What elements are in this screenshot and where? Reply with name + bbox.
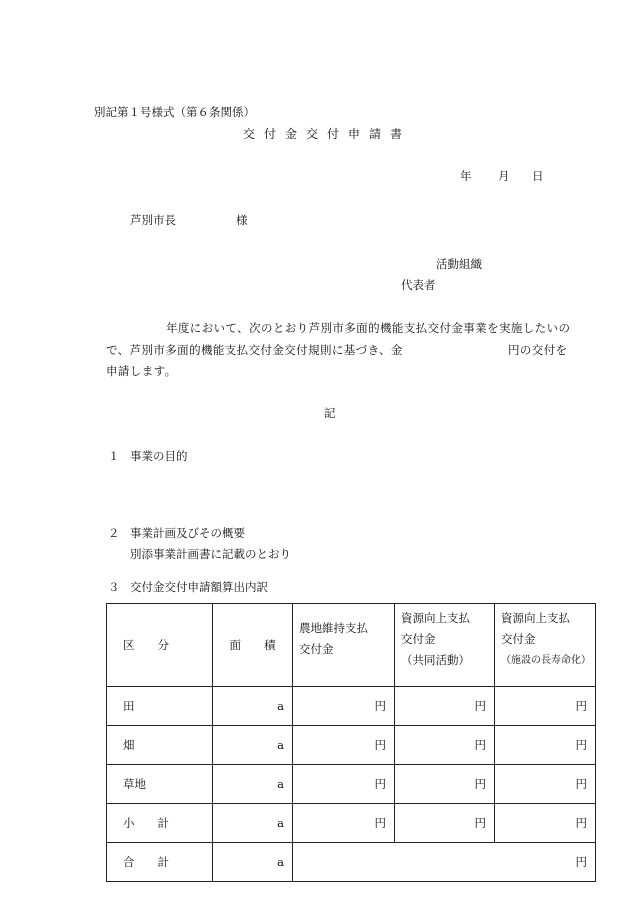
date-month: 月	[498, 169, 510, 183]
addressee-honorific: 様	[236, 213, 248, 227]
table-header-row	[107, 604, 596, 687]
section-3-number: ３	[108, 580, 120, 594]
table-row: 畑 a 円 円 円	[107, 726, 596, 765]
table-row-total: 合 計 a 円	[107, 843, 596, 882]
applicant-org: 活動組織	[436, 257, 482, 271]
header-resource-joint: 資源向上支払 交付金 （共同活動）	[395, 604, 495, 687]
ki-heading: 記	[324, 406, 336, 420]
section-2-detail: 別添事業計画書に記載のとおり	[130, 547, 291, 561]
date-day: 日	[532, 169, 544, 183]
document-title: 交付金交付申請書	[243, 127, 412, 141]
table-row: 田 a 円 円 円	[107, 687, 596, 726]
section-3-title: 交付金交付申請額算出内訳	[130, 580, 268, 594]
header-farmland-maintenance: 農地維持支払 交付金	[293, 604, 395, 687]
date-year: 年	[460, 169, 472, 183]
addressee-name: 芦別市長	[130, 213, 176, 227]
body-line-1: 年度において、次のとおり芦別市多面的機能支払交付金事業を実施したいの	[166, 321, 571, 335]
table-row-subtotal: 小 計 a 円 円 円	[107, 804, 596, 843]
body-line-2b: 円の交付を	[508, 343, 568, 357]
table-row: 草地 a 円 円 円	[107, 765, 596, 804]
section-2-title: 事業計画及びその概要	[130, 526, 245, 540]
body-line-2a: で、芦別市多面的機能支払交付金交付規則に基づき、金	[106, 343, 403, 357]
section-2-number: ２	[108, 526, 120, 540]
header-resource-facility: 資源向上支払 交付金 （施設の長寿命化）	[495, 604, 596, 687]
form-label: 別記第１号様式（第６条関係）	[94, 105, 255, 119]
section-1-number: １	[108, 449, 120, 463]
section-1-title: 事業の目的	[130, 449, 188, 463]
applicant-representative: 代表者	[401, 278, 436, 292]
breakdown-table	[106, 603, 596, 882]
body-line-3: 申請します。	[106, 364, 177, 378]
header-menseki: 面 積	[213, 604, 293, 687]
header-kubun: 区 分	[107, 604, 213, 687]
